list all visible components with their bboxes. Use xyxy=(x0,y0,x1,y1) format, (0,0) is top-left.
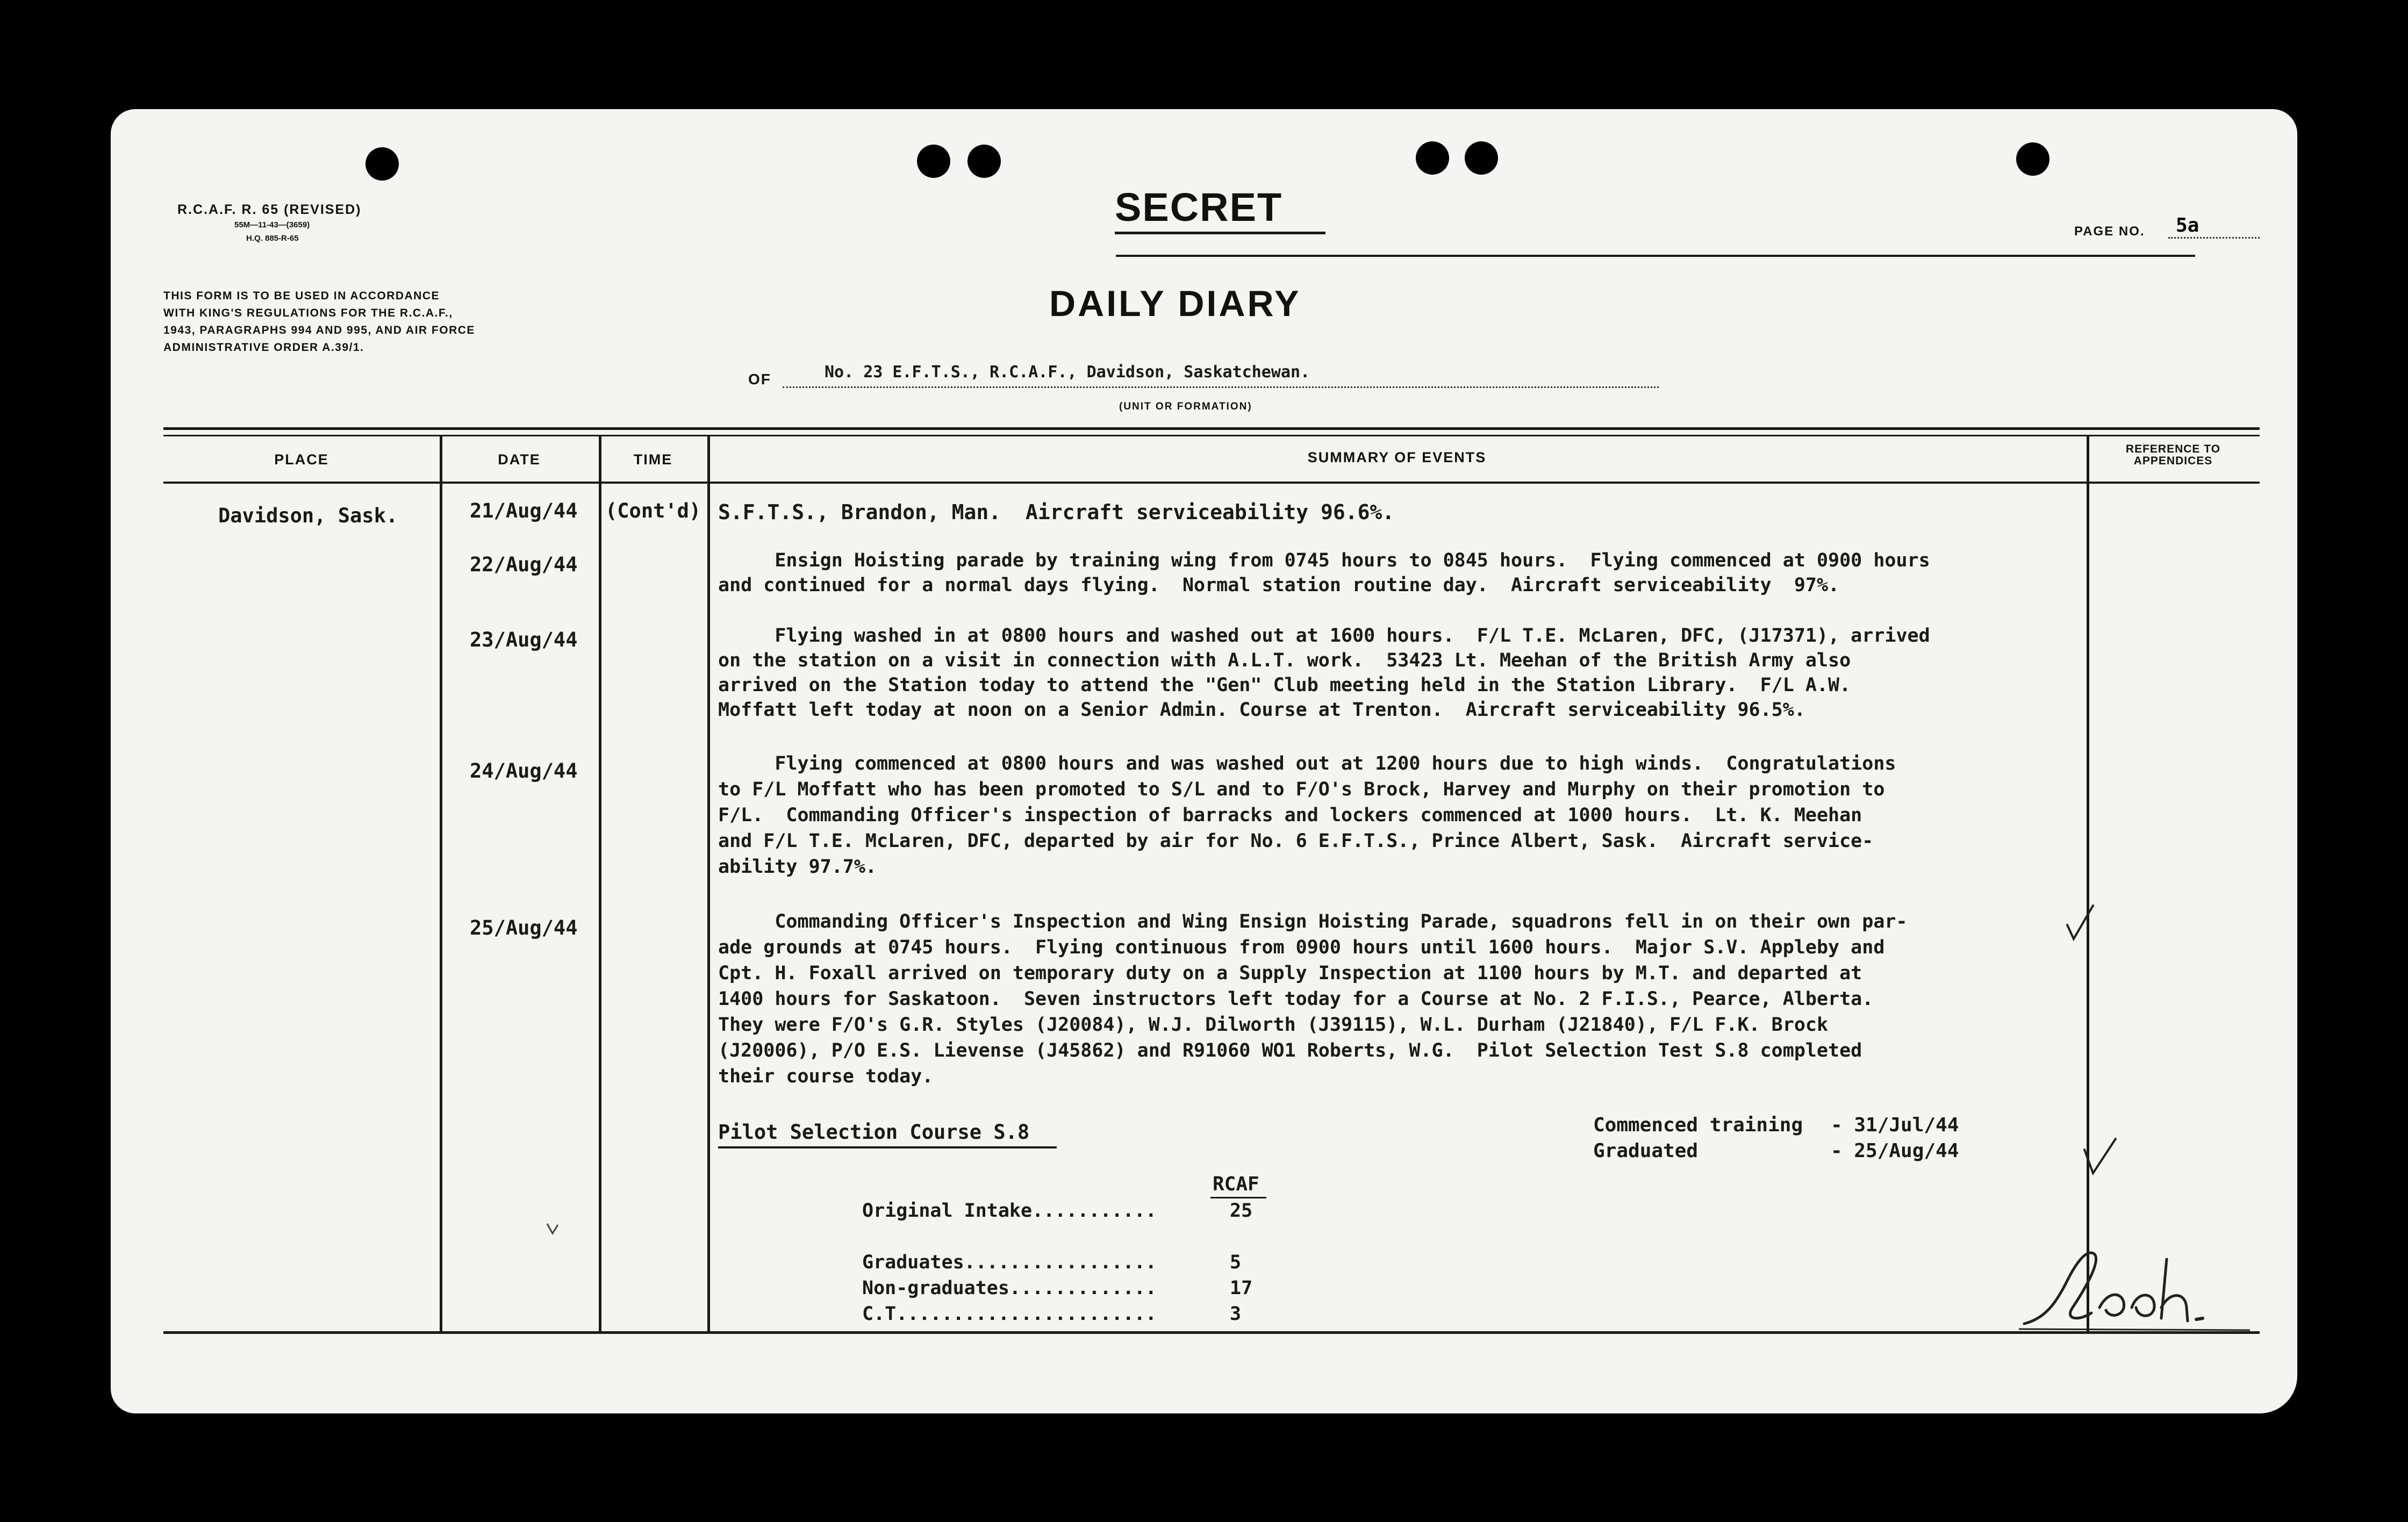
form-code-1: 55M—11-43—(3659) xyxy=(234,220,310,229)
column-divider xyxy=(599,435,601,1332)
commenced-value: - 31/Jul/44 xyxy=(1831,1114,1959,1136)
entry-time: (Cont'd) xyxy=(605,499,701,522)
stray-mark xyxy=(545,1221,561,1237)
course-row-label: Graduates................. xyxy=(862,1252,1157,1273)
entry-summary: Flying commenced at 0800 hours and was washed out at 1200 hours due to high winds. Congratulations to F/L Moffatt who has been promoted to S/L and to F/O's Brock, Harvey and Murphy on their promotion to F/L. Commanding Officer's inspection of barracks and lockers commenced at 1000 hours. Lt. K. Meehan and F/L T.E. McLaren, DFC, departed by air for No. 6 E.F.T.S., Prince Albert, Sask. Aircraft service- ability 97.7%. xyxy=(718,753,1896,878)
column-header-date: DATE xyxy=(498,451,541,468)
handwritten-initials xyxy=(2013,1227,2261,1334)
column-header-place: PLACE xyxy=(274,451,329,468)
course-row-value: 3 xyxy=(1230,1303,1242,1325)
punch-hole xyxy=(1465,141,1498,175)
form-title: DAILY DIARY xyxy=(1049,283,1301,324)
punch-hole xyxy=(917,145,950,178)
place-cell: Davidson, Sask. xyxy=(218,504,398,527)
classification-underline xyxy=(1115,232,1325,234)
entry-summary: S.F.T.S., Brandon, Man. Aircraft serviceability 96.6%. xyxy=(718,500,1395,524)
entry-date: 25/Aug/44 xyxy=(470,916,578,939)
course-row-value: 5 xyxy=(1230,1252,1242,1273)
entry-date: 22/Aug/44 xyxy=(470,553,578,576)
form-number: R.C.A.F. R. 65 (REVISED) xyxy=(177,202,362,217)
entry-summary: Commanding Officer's Inspection and Wing Ensign Hoisting Parade, squadrons fell in on their own par- ade grounds at 0745 hours. Flying continuous from 0900 hours until 1600 hours. Major S.V. Appleby and Cpt. H. Foxall arrived on temporary duty on a Supply Inspection at 1100 hours by M.T. and departed at 1400 hours for Saskatoon. Seven instructors left today for a Course at No. 2 F.I.S., Pearce, Alberta. They were F/O's G.R. Styles (J20084), W.J. Dilworth (J39115), W.L. Durham (J21840), F/L F.K. Brock (J20006), P/O E.S. Lievense (J45862) and R91060 WO1 Roberts, W.G. Pilot Selection Test S.8 completed their course today. xyxy=(718,911,1908,1087)
form-code-2: H.Q. 885-R-65 xyxy=(246,234,299,243)
column-header-reference: REFERENCE TO APPENDICES xyxy=(2125,443,2221,467)
entry-date: 21/Aug/44 xyxy=(470,499,578,522)
unit-caption: (UNIT OR FORMATION) xyxy=(1119,401,1252,412)
regulation-note: THIS FORM IS TO BE USED IN ACCORDANCE WITH KING'S REGULATIONS FOR THE R.C.A.F., 1943, PARAGRAPHS 994 AND 995, AND AIR FORCE ADMINISTRATIVE ORDER A.39/1. xyxy=(163,290,475,354)
entry-date: 24/Aug/44 xyxy=(470,759,578,782)
punch-hole xyxy=(2016,142,2049,176)
entry-date: 23/Aug/44 xyxy=(470,628,578,651)
course-row-label: Non-graduates............. xyxy=(862,1277,1157,1299)
entry-summary: Flying washed in at 0800 hours and washed out at 1600 hours. F/L T.E. McLaren, DFC, (J17371), arrived on the station on a visit in connection with A.L.T. work. 53423 Lt. Meehan of the British Army also arrived on the Station today to attend the "Gen" Club meeting held in the Station Library. F/L A.W. Moffatt left today at noon on a Senior Admin. Course at Trenton. Aircraft serviceability 96.5%. xyxy=(718,625,1930,721)
course-heading: Pilot Selection Course S.8 xyxy=(718,1121,1030,1144)
course-heading-underline xyxy=(718,1146,1057,1148)
page-number-value: 5a xyxy=(2176,214,2199,236)
column-header-time: TIME xyxy=(633,451,673,468)
column-divider xyxy=(707,435,710,1332)
column-header-summary: SUMMARY OF EVENTS xyxy=(1307,449,1487,465)
course-column-underline xyxy=(1210,1197,1266,1198)
punch-hole xyxy=(968,145,1001,178)
entry-summary: Ensign Hoisting parade by training wing from 0745 hours to 0845 hours. Flying commenced at 0900 hours and continued for a normal days flying. Normal station routine day. Aircraft serviceability 97%. xyxy=(718,550,1930,596)
course-row-label: C.T....................... xyxy=(862,1303,1157,1325)
course-row-value: 17 xyxy=(1230,1277,1253,1299)
diary-form xyxy=(111,109,2297,1413)
of-label: OF xyxy=(748,371,771,387)
table-bottom-rule xyxy=(163,1331,2260,1334)
column-divider xyxy=(440,435,442,1332)
table-header-rule xyxy=(163,482,2260,484)
table-top-rule xyxy=(163,427,2260,430)
graduated-label: Graduated xyxy=(1593,1140,1698,1162)
check-mark xyxy=(2081,1136,2119,1179)
course-column-head: RCAF xyxy=(1213,1173,1259,1195)
check-mark xyxy=(2064,903,2096,946)
commenced-label: Commenced training xyxy=(1593,1114,1803,1136)
column-divider xyxy=(2087,435,2089,1332)
page-number-dots xyxy=(2168,237,2260,239)
classification-stamp: SECRET xyxy=(1115,185,1283,229)
course-row-label: Original Intake........... xyxy=(862,1200,1157,1222)
header-rule xyxy=(1116,255,2195,257)
graduated-value: - 25/Aug/44 xyxy=(1831,1140,1959,1162)
course-row-value: 25 xyxy=(1230,1200,1253,1222)
unit-dotted-line xyxy=(783,386,1659,388)
page-number-label: PAGE NO. xyxy=(2074,224,2145,239)
punch-hole xyxy=(1416,141,1449,175)
punch-hole xyxy=(366,147,399,181)
unit-name: No. 23 E.F.T.S., R.C.A.F., Davidson, Saskatchewan. xyxy=(825,363,1310,382)
table-top-rule-2 xyxy=(163,435,2260,436)
